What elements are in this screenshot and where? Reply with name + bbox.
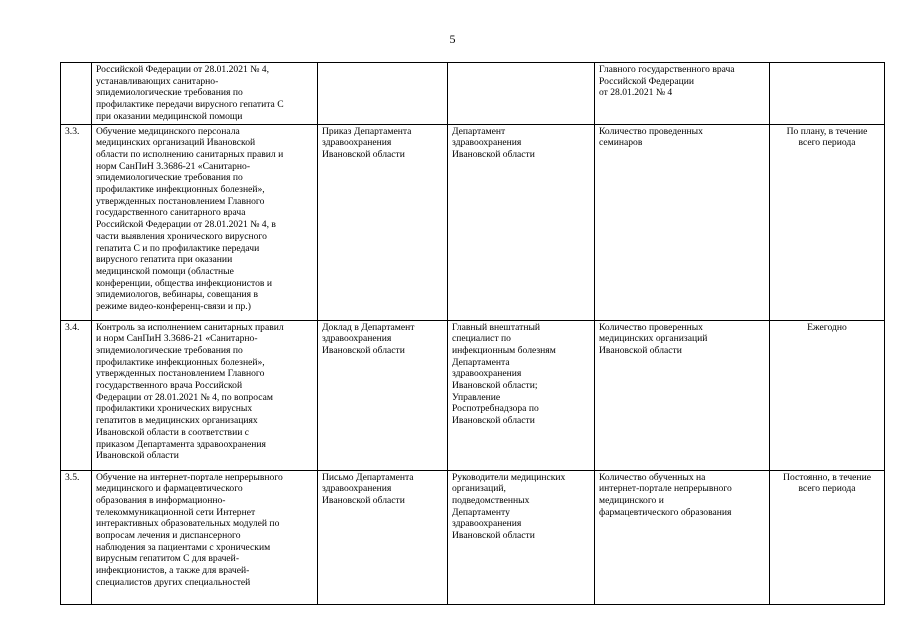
table-row <box>61 320 885 470</box>
responsible-cell: Главный внештатный специалист по инфекционным болезням Департамента здравоохранения Ивановской области; Управление Роспотребнадзора по Ивановской области <box>448 320 595 470</box>
term-cell <box>770 63 885 125</box>
term-cell: Ежегодно <box>770 320 885 470</box>
term-cell: Постоянно, в течение всего периода <box>770 470 885 604</box>
table-row <box>61 63 885 125</box>
measure-cell: Обучение на интернет-портале непрерывного медицинского и фармацевтического образования в информационно- телекоммуникационной сети Интернет интерактивных образовательных модулей по вопросам лечения и диспансерного наблюдения за пациентами с хроническим вирусным гепатитом С для врачей- инфекционистов, а также для врачей- специалистов других специальностей <box>92 470 318 604</box>
item-number-cell: 3.4. <box>61 320 92 470</box>
measure-cell: Обучение медицинского персонала медицинских организаций Ивановской области по исполнению санитарных правил и норм СанПиН 3.3686-21 «Санитарно- эпидемиологические требования по профилактике инфекционных болезней», утвержденных постановлением Главного государственного санитарного врача Российской Федерации от 28.01.2021 № 4, в части выявления хронического вирусного гепатита С и по профилактике передачи вирусного гепатита при оказании медицинской помощи (областные конференции, общества инфекционистов и эпидемиологов, вебинары, совещания в режиме видео-конференц-связи и пр.) <box>92 124 318 320</box>
document-cell: Письмо Департамента здравоохранения Ивановской области <box>318 470 448 604</box>
table-row <box>61 470 885 604</box>
measures-table <box>60 62 885 605</box>
measure-cell: Контроль за исполнением санитарных правил и норм СанПиН 3.3686-21 «Санитарно- эпидемиологические требования по профилактике инфекционных болезней», утвержденных постановлением Главного государственного врача Российской Федерации от 28.01.2021 № 4, по вопросам профилактики хронических вирусных гепатитов в медицинских организациях Ивановской области в соответствии с приказом Департамента здравоохранения Ивановской области <box>92 320 318 470</box>
measure-cell: Российской Федерации от 28.01.2021 № 4, устанавливающих санитарно- эпидемиологические требования по профилактике передачи вирусного гепатита С при оказании медицинской помощи <box>92 63 318 125</box>
item-number-cell <box>61 63 92 125</box>
responsible-cell: Руководители медицинских организаций, подведомственных Департаменту здравоохранения Ивановской области <box>448 470 595 604</box>
document-cell: Доклад в Департамент здравоохранения Ивановской области <box>318 320 448 470</box>
document-cell <box>318 63 448 125</box>
term-cell: По плану, в течение всего периода <box>770 124 885 320</box>
indicator-cell: Количество проведенных семинаров <box>595 124 770 320</box>
item-number-cell: 3.3. <box>61 124 92 320</box>
indicator-cell: Количество обученных на интернет-портале непрерывного медицинского и фармацевтического образования <box>595 470 770 604</box>
page-number: 5 <box>449 32 456 46</box>
item-number-cell: 3.5. <box>61 470 92 604</box>
indicator-cell: Количество проверенных медицинских организаций Ивановской области <box>595 320 770 470</box>
responsible-cell: Департамент здравоохранения Ивановской области <box>448 124 595 320</box>
responsible-cell <box>448 63 595 125</box>
document-cell: Приказ Департамента здравоохранения Ивановской области <box>318 124 448 320</box>
table-row <box>61 124 885 320</box>
indicator-cell: Главного государственного врача Российской Федерации от 28.01.2021 № 4 <box>595 63 770 125</box>
